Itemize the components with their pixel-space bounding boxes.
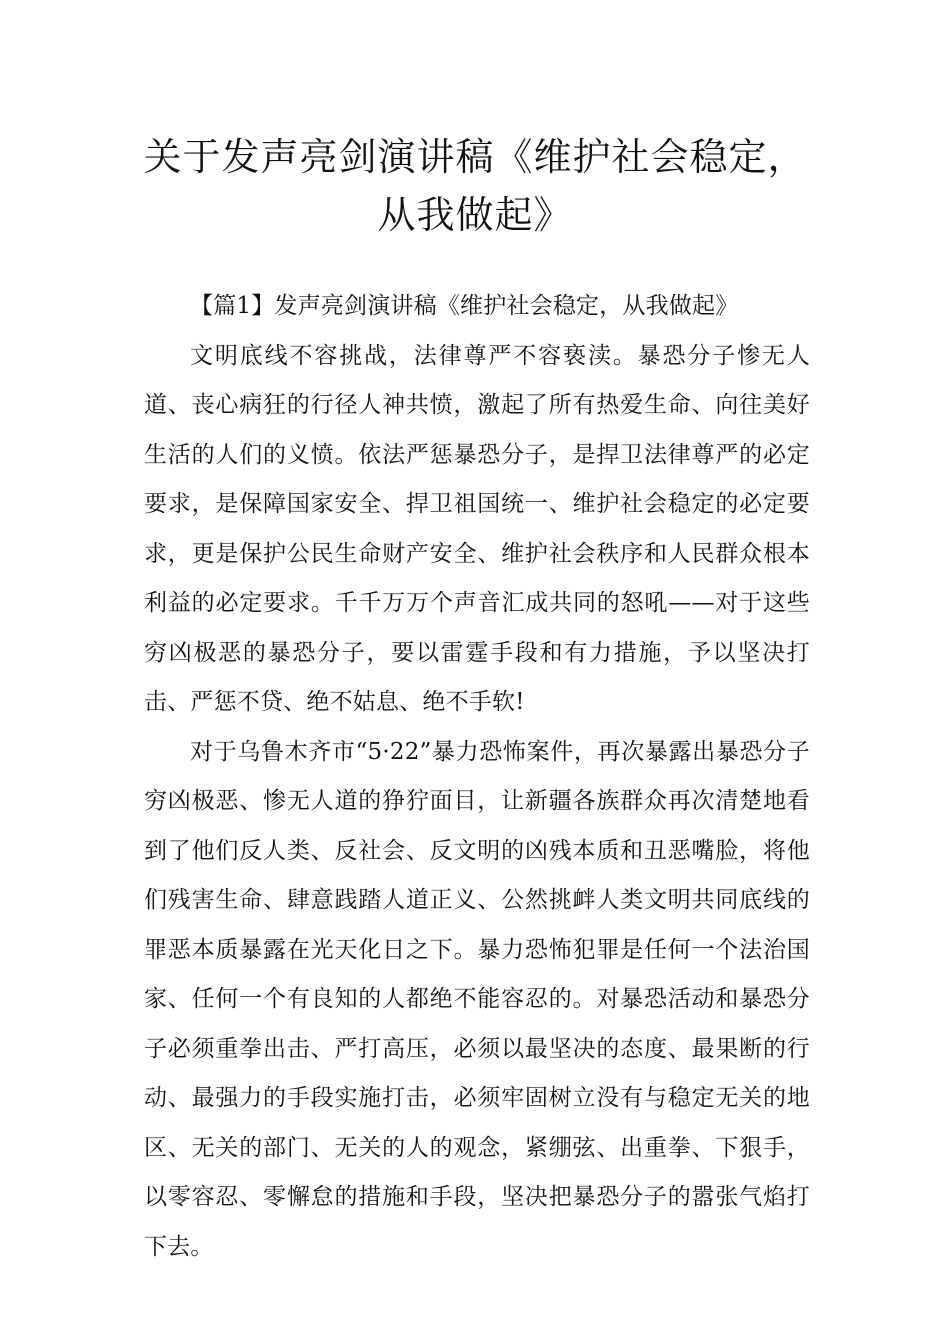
document-title — [60, 128, 890, 244]
section-heading: 【篇1】发声亮剑演讲稿《维护社会稳定，从我做起》 — [190, 293, 739, 319]
paragraph: 文明底线不容挑战，法律尊严不容亵渎。暴恐分子惨无人道、丧心病狂的行径人神共愤，激起了所有热爱生命、向往美好生活的人们的义愤。依法严惩暴恐分子，是捍卫法律尊严的必定要求，是保障国家安全、捍卫祖国统一、维护社会稳定的必定要求，更是保护公民生命财产安全、维护社会秩序和人民群众根本利益的必定要求。千千万万个声音汇成共同的怒吼——对于这些穷凶极恶的暴恐分子，要以雷霆手段和有力措施，予以坚决打击、严惩不贷、绝不姑息、绝不手软! — [144, 342, 810, 715]
document-body — [144, 282, 810, 1272]
title-line-2: 从我做起》 — [377, 193, 573, 237]
paragraph: 对于乌鲁木齐市“5·22”暴力恐怖案件，再次暴露出暴恐分子穷凶极恶、惨无人道的狰狞面目，让新疆各族群众再次清楚地看到了他们反人类、反社会、反文明的凶残本质和丑恶嘴脸，将他们残害生命、肆意践踏人道正义、公然挑衅人类文明共同底线的罪恶本质暴露在光天化日之下。暴力恐怖犯罪是任何一个法治国家、任何一个有良知的人都绝不能容忍的。对暴恐活动和暴恐分子必须重拳出击、严打高压，必须以最坚决的态度、最果断的行动、最强力的手段实施打击，必须牢固树立没有与稳定无关的地区、无关的部门、无关的人的观念，紧绷弦、出重拳、下狠手，以零容忍、零懈怠的措施和手段，坚决把暴恐分子的嚣张气焰打下去。 — [144, 738, 810, 1260]
title-line-1: 关于发声亮剑演讲稿《维护社会稳定， — [143, 135, 807, 179]
